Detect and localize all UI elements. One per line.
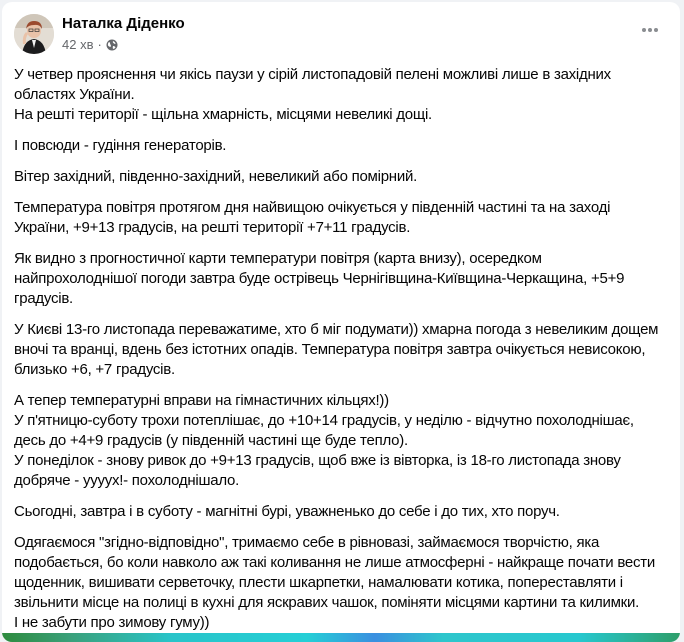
paragraph — [14, 249, 664, 309]
text-line: І повсюди - гудіння генераторів. — [14, 137, 227, 154]
paragraph — [14, 502, 664, 522]
text-line: І не забути про зимову гуму)) — [14, 614, 210, 631]
paragraph — [14, 136, 664, 156]
dot-icon — [648, 28, 652, 32]
text-line: Як видно з прогностичної карти температури повітря (карта внизу), осередком найпрохолоднішої погоди завтра буде острівець Чернігівщина-Київщина-Черкащина, +5+9 градусів. — [14, 250, 625, 307]
text-line: А тепер температурні вправи на гімнастичних кільцях!)) — [14, 392, 389, 409]
author-name[interactable]: Наталка Діденко — [62, 15, 185, 32]
post-meta — [62, 37, 118, 52]
post-time[interactable]: 42 хв — [62, 37, 94, 52]
text-line: У п'ятницю-суботу трохи потеплішає, до +10+14 градусів, у неділю - відчутно похолоднішає, десь до +4+9 градусів (у південній частині ще буде тепло). — [14, 412, 634, 449]
dot-icon — [642, 28, 646, 32]
text-line: Одягаємося "згідно-відповідно", тримаємо себе в рівновазі, займаємося творчістю, яка подобається, бо коли навколо аж такі коливання не лише атмосферні - найкраще почати вести щоденник, вишивати серветочку, плести шкарпетки, намалювати котика, попереставляти і звільнити місце на полиці в кухні для яскравих чашок, поміняти місцями картини та килимки. — [14, 534, 655, 611]
meta-separator: · — [97, 37, 102, 52]
post-card — [2, 2, 680, 642]
author-avatar[interactable] — [14, 14, 54, 54]
paragraph — [14, 320, 664, 380]
text-line: Сьогодні, завтра і в суботу - магнітні бурі, уважненько до себе і до тих, хто поруч. — [14, 503, 560, 520]
post-text — [14, 65, 664, 642]
text-line: У четвер прояснення чи якісь паузи у сірій листопадовій пелені можливі лише в західних областях України. — [14, 66, 611, 103]
text-line: Вітер західний, південно-західний, невеликий або помірний. — [14, 168, 418, 185]
temperature-map-image[interactable] — [2, 633, 680, 642]
text-line: У понеділок - знову ривок до +9+13 градусів, щоб вже із вівторка, із 18-го листопада знову добряче - уууух!- похолоднішало. — [14, 452, 621, 489]
paragraph — [14, 65, 664, 125]
avatar-photo-icon — [14, 14, 54, 54]
text-line: На решті території - щільна хмарність, місцями невеликі дощі. — [14, 106, 432, 123]
dot-icon — [654, 28, 658, 32]
paragraph — [14, 198, 664, 238]
paragraph — [14, 391, 664, 491]
paragraph — [14, 167, 664, 187]
text-line: У Києві 13-го листопада переважатиме, хто б міг подумати)) хмарна погода з невеликим дощем вночі та вранці, вдень без істотних опадів. Температура повітря завтра очікується невисокою, близько +6, +7 градусів. — [14, 321, 659, 378]
more-options-button[interactable] — [638, 22, 662, 38]
paragraph — [14, 533, 664, 633]
text-line: Температура повітря протягом дня найвищою очікується у південній частині та на заході України, +9+13 градусів, на решті території +7+11 градусів. — [14, 199, 611, 236]
globe-icon[interactable] — [106, 39, 118, 51]
post-header — [2, 2, 680, 58]
